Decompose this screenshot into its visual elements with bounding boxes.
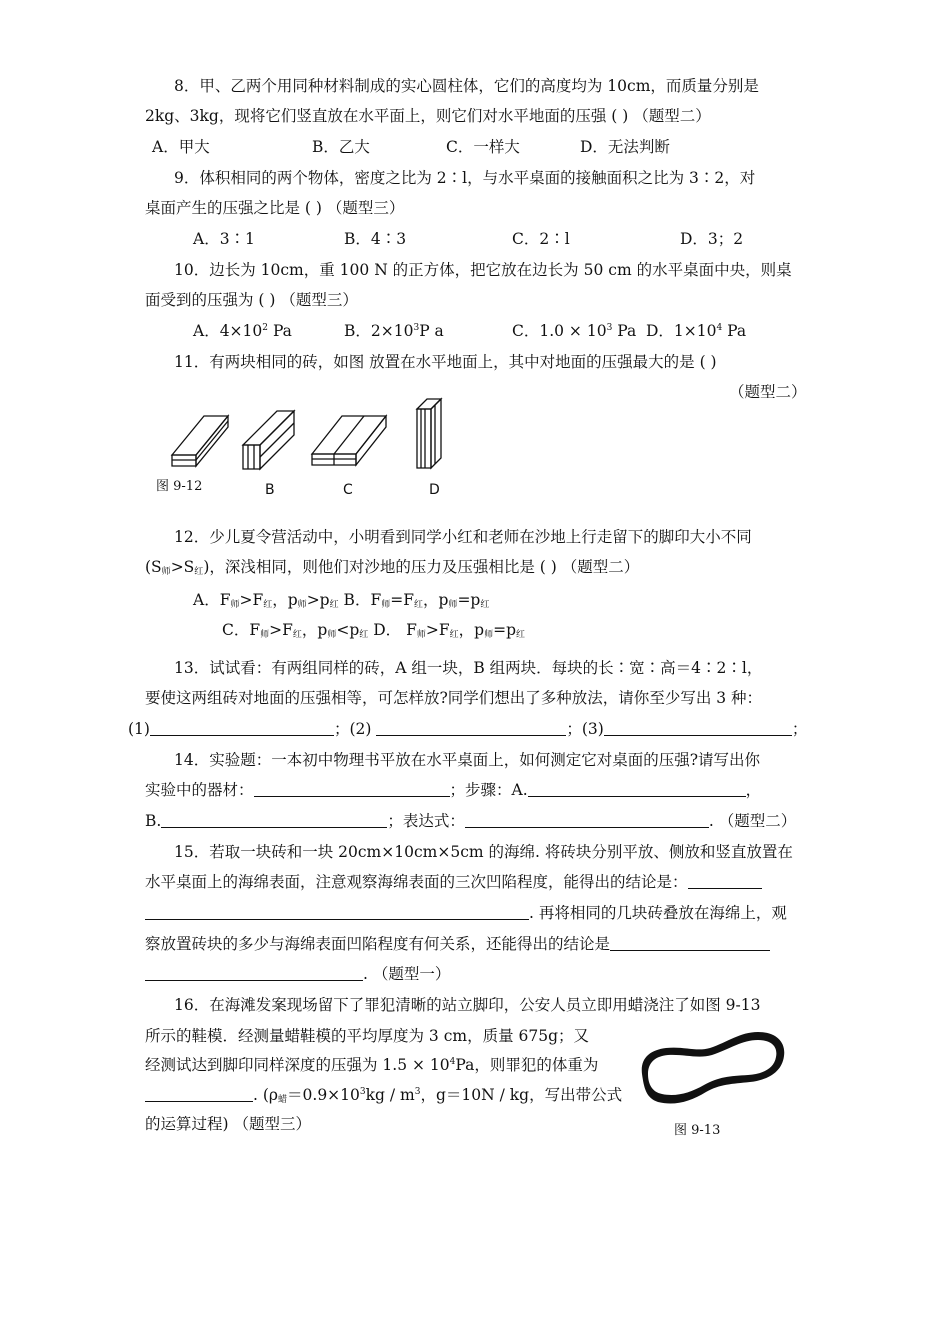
q12-line1: 12．少儿夏令营活动中，小明看到同学小红和老师在沙地上行走留下的脚印大小不同 — [174, 528, 752, 546]
q16-line5: 的运算过程) （题型三） — [145, 1115, 311, 1133]
q15-conclusion1-blank-start[interactable] — [688, 873, 762, 889]
q11-line1: 11．有两块相同的砖，如图 放置在水平地面上，其中对地面的压强最大的是 ( ) — [174, 353, 717, 371]
q12-line2: $(S_师>S_红)$，深浅相同，则他们对沙地的压力及压强相比是 ( ) （题型二） — [145, 558, 640, 577]
q8-line2: 2kg、3kg，现将它们竖直放在水平面上，则它们对水平地面的压强 ( ) （题型二） — [145, 107, 711, 125]
q15-line1: 15．若取一块砖和一块 20cm×10cm×5cm 的海绵. 将砖块分别平放、侧放和竖直放置在 — [174, 843, 793, 861]
q9-line2: 桌面产生的压强之比是 ( ) （题型三） — [145, 199, 405, 217]
q10-option-b: B．$2\times 10^3P$ a — [344, 322, 444, 340]
figure-label-d: D — [429, 482, 440, 498]
q15-line4: 察放置砖块的多少与海绵表面凹陷程度有何关系，还能得出的结论是 — [145, 934, 770, 954]
q8-option-c: C．一样大 — [446, 138, 520, 156]
q12-options-cd: C．$F_师>F_红$，$p_师<p_红$ D． $F_师>F_红$，$p_师=p_红$ — [222, 621, 526, 640]
q13-blank-1[interactable] — [150, 720, 334, 736]
q8-option-a: A．甲大 — [152, 138, 210, 156]
figure-label-c: C — [343, 482, 353, 498]
q13-line1: 13．试试看：有两组同样的砖，A 组一块，B 组两块．每块的长∶宽∶高＝4∶2∶l， — [174, 659, 763, 677]
q16-line3: 经测试达到脚印同样深度的压强为 $1.5 \times 10^4Pa$，则罪犯的体重为 — [145, 1056, 599, 1074]
q9-option-d: D．3；2 — [680, 230, 744, 248]
q14-line2: 实验中的器材： ；步骤：A. ， — [145, 781, 762, 799]
q9-option-b: B．4∶3 — [344, 230, 407, 248]
q14-step-b-blank[interactable] — [161, 812, 387, 828]
q10-line1: 10．边长为 10cm，重 100 N 的正方体，把它放在边长为 50 cm 的水平桌面中央，则桌 — [174, 261, 792, 279]
q10-option-a: A．$4\times 10^2$ Pa — [193, 322, 292, 340]
figure-9-12-caption: 图 9-12 — [156, 479, 203, 494]
q15-conclusion1-blank[interactable] — [145, 904, 529, 920]
q8-option-d: D．无法判断 — [580, 138, 670, 156]
q16-line1: 16．在海滩发案现场留下了罪犯清晰的站立脚印，公安人员立即用蜡浇注了如图 9-13 — [174, 996, 761, 1014]
shoe-print-figure — [636, 1030, 788, 1106]
q15-conclusion2-blank[interactable] — [145, 965, 363, 981]
q14-line3: B. ；表达式： . （题型二） — [145, 812, 797, 830]
q14-expression-blank[interactable] — [465, 812, 709, 828]
q10-option-d: D．$1\times 10^4$ Pa — [646, 322, 747, 340]
q11-tag: （题型二） — [729, 383, 807, 401]
q8-line1: 8．甲、乙两个用同种材料制成的实心圆柱体，它们的高度均为 10cm，而质量分别是 — [174, 77, 759, 95]
q15-line3: . 再将相同的几块砖叠放在海绵上，观 — [145, 903, 787, 923]
figure-label-b: B — [265, 482, 275, 498]
q9-option-a: A．3∶1 — [193, 230, 255, 248]
q14-equipment-blank[interactable] — [254, 781, 450, 797]
q8-option-b: B．乙大 — [312, 138, 370, 156]
q14-line1: 14．实验题：一本初中物理书平放在水平桌面上，如何测定它对桌面的压强?请写出你 — [174, 751, 761, 769]
figure-9-13-caption: 图 9-13 — [674, 1123, 721, 1138]
q15-line2: 水平桌面上的海绵表面，注意观察海绵表面的三次凹陷程度，能得出的结论是： — [145, 872, 762, 892]
q9-line1: 9．体积相同的两个物体，密度之比为 2∶l，与水平桌面的接触面积之比为 3∶2，对 — [174, 169, 756, 187]
q16-line2: 所示的鞋模．经测量蜡鞋模的平均厚度为 3 cm，质量 675g；又 — [145, 1027, 590, 1045]
brick-figure-b — [240, 408, 298, 472]
q16-line4: . ($\rho_蜡=0.9\times 10^3kg / m^3$，g＝10N / kg，写出带公式 — [145, 1085, 622, 1105]
q14-step-a-blank[interactable] — [528, 781, 746, 797]
q16-weight-blank[interactable] — [145, 1086, 253, 1102]
q13-blank-3[interactable] — [604, 720, 792, 736]
q12-options-ab: A．$F_师>F_红$，$p_师>p_红$ B．$F_师=F_红$，$p_师=p_红$ — [193, 591, 490, 610]
q10-line2: 面受到的压强为 ( ) （题型三） — [145, 291, 358, 309]
q9-option-c: C．2∶l — [512, 230, 570, 248]
brick-figure-a — [168, 408, 232, 470]
q13-line2: 要使这两组砖对地面的压强相等，可怎样放?同学们想出了多种放法，请你至少写出 3 种： — [145, 689, 763, 707]
q15-conclusion2-blank-start[interactable] — [610, 935, 770, 951]
q15-line5: . （题型一） — [145, 964, 450, 984]
brick-figure-d — [414, 395, 446, 471]
brick-figure-c — [308, 412, 390, 468]
q13-blank-2[interactable] — [376, 720, 566, 736]
q13-answers: (1) ；(2) ；(3) ； — [128, 720, 808, 738]
q10-option-c: C．$1.0 \times 10^3$ Pa — [512, 322, 637, 340]
